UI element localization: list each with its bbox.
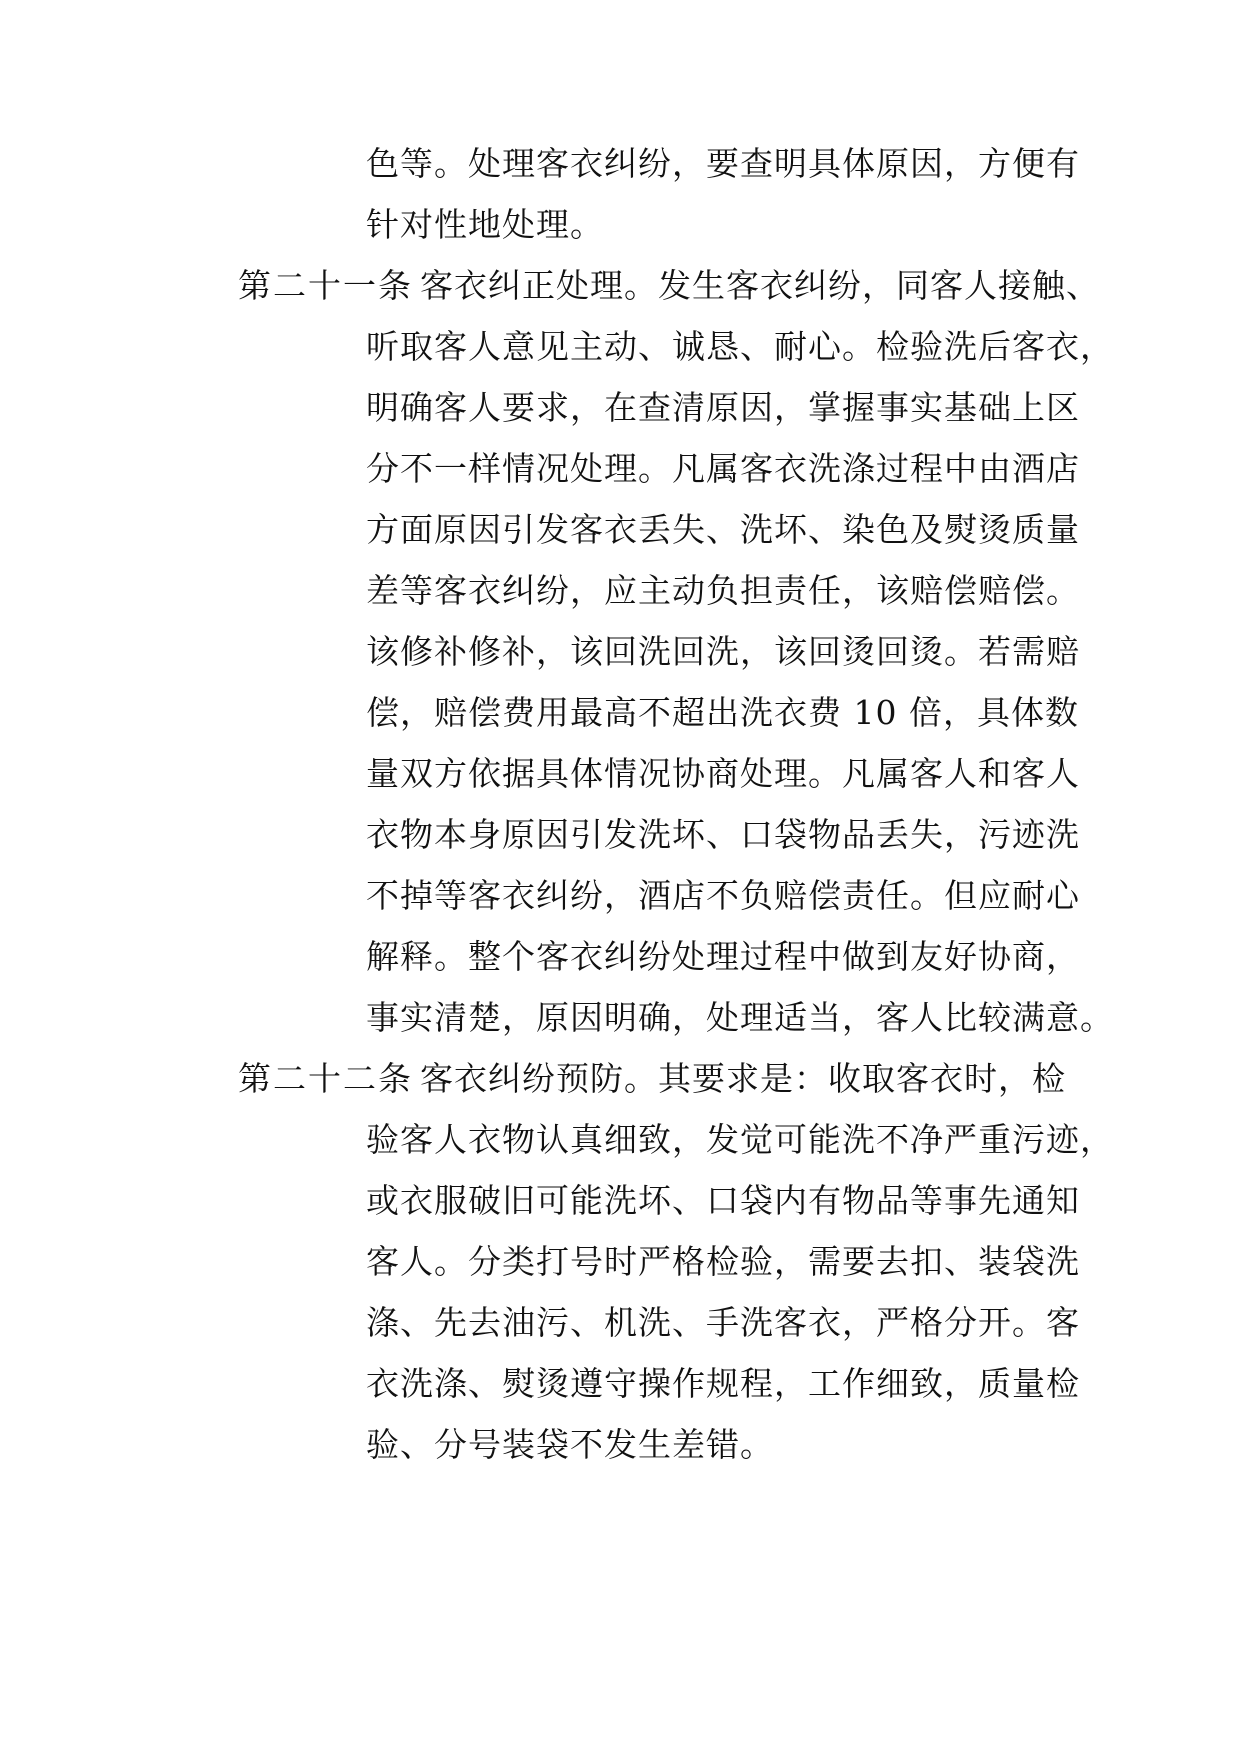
article-21-line: 解释。整个客衣纠纷处理过程中做到友好协商， (366, 937, 1080, 976)
article-22-heading (238, 1059, 1066, 1099)
article-21-line: 不掉等客衣纠纷，酒店不负赔偿责任。但应耐心 (366, 876, 1080, 915)
article-22-line: 验客人衣物认真细致，发觉可能洗不净严重污迹， (366, 1120, 1114, 1159)
article-22-line: 验、分号装袋不发生差错。 (366, 1425, 774, 1464)
article-21-line: 偿，赔偿费用最高不超出洗衣费 10 倍，具体数 (366, 693, 1079, 732)
article-21-line: 明确客人要求，在查清原因，掌握事实基础上区 (366, 388, 1080, 427)
article-21-line: 方面原因引发客衣丢失、洗坏、染色及熨烫质量 (366, 510, 1080, 549)
article-21-line: 衣物本身原因引发洗坏、口袋物品丢失，污迹洗 (366, 815, 1080, 854)
article-21-line: 差等客衣纠纷，应主动负担责任，该赔偿赔偿。 (366, 571, 1080, 610)
article-22-line: 衣洗涤、熨烫遵守操作规程，工作细致，质量检 (366, 1364, 1080, 1403)
article-21-line: 事实清楚，原因明确，处理适当，客人比较满意。 (366, 998, 1114, 1037)
article-22-label: 第二十二条 (238, 1059, 413, 1098)
continuation-line: 针对性地处理。 (366, 205, 604, 244)
article-22-line: 客人。分类打号时严格检验，需要去扣、装袋洗 (366, 1242, 1080, 1281)
article-21-line: 听取客人意见主动、诚恳、耐心。检验洗后客衣， (366, 327, 1114, 366)
continuation-line: 色等。处理客衣纠纷，要查明具体原因，方便有 (366, 144, 1080, 183)
article-21-first-line: 客衣纠正处理。发生客衣纠纷，同客人接触、 (420, 266, 1100, 305)
article-21-heading (238, 266, 1100, 306)
article-22-line: 或衣服破旧可能洗坏、口袋内有物品等事先通知 (366, 1181, 1080, 1220)
article-21-line: 分不一样情况处理。凡属客衣洗涤过程中由酒店 (366, 449, 1080, 488)
article-21-label: 第二十一条 (238, 266, 413, 305)
article-21-line: 该修补修补，该回洗回洗，该回烫回烫。若需赔 (366, 632, 1080, 671)
article-21-line: 量双方依据具体情况协商处理。凡属客人和客人 (366, 754, 1080, 793)
article-22-first-line: 客衣纠纷预防。其要求是：收取客衣时，检 (420, 1059, 1066, 1098)
article-22-line: 涤、先去油污、机洗、手洗客衣，严格分开。客 (366, 1303, 1080, 1342)
